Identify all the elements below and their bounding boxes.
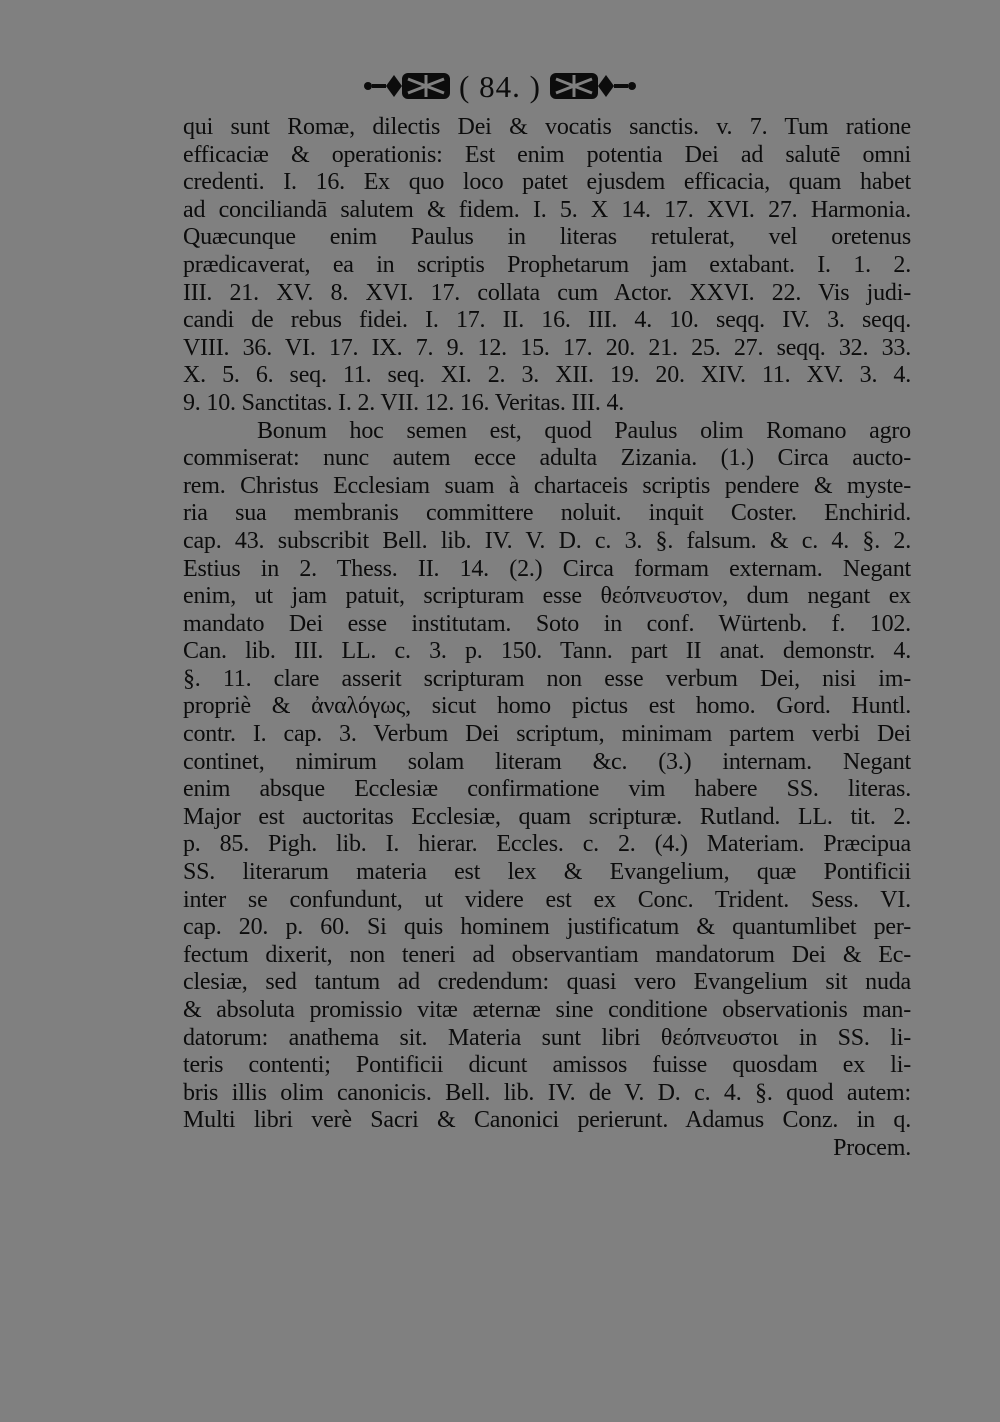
- page-number: ( 84. ): [459, 68, 541, 104]
- text-line: cap. 43. subscribit Bell. lib. IV. V. D. c. 3. §. falsum. & c. 4. §. 2.: [183, 527, 911, 554]
- text-line: ria sua membranis committere noluit. inquit Coster. Enchirid.: [183, 500, 911, 527]
- text-line: enim absque Ecclesiæ confirmatione vim habere SS. literas.: [183, 776, 911, 803]
- text-line: prædicaverat, ea in scriptis Prophetarum jam extabant. I. 1. 2.: [183, 251, 911, 278]
- text-line: cap. 20. p. 60. Si quis hominem justificatum & quantumlibet per-: [183, 914, 911, 941]
- text-line: rem. Christus Ecclesiam suam à chartaceis scriptis pendere & myste-: [183, 472, 911, 499]
- text-line: p. 85. Pigh. lib. I. hierar. Eccles. c. 2. (4.) Materiam. Præcipua: [183, 831, 911, 858]
- text-line: Can. lib. III. LL. c. 3. p. 150. Tann. part II anat. demonstr. 4.: [183, 638, 911, 665]
- text-line: candi de rebus fidei. I. 17. II. 16. III. 4. 10. seqq. IV. 3. seqq.: [183, 307, 911, 334]
- text-line: X. 5. 6. seq. 11. seq. XI. 2. 3. XII. 19. 20. XIV. 11. XV. 3. 4.: [183, 362, 911, 389]
- text-line: SS. literarum materia est lex & Evangelium, quæ Pontificii: [183, 859, 911, 886]
- text-line: clesiæ, sed tantum ad credendum: quasi vero Evangelium sit nuda: [183, 969, 911, 996]
- text-line: credenti. I. 16. Ex quo loco patet ejusdem efficacia, quam habet: [183, 169, 911, 196]
- text-line: mandato Dei esse institutam. Soto in conf. Würtenb. f. 102.: [183, 610, 911, 637]
- text-line: efficaciæ & operationis: Est enim potentia Dei ad salutē omni: [183, 141, 911, 168]
- text-line: 9. 10. Sanctitas. I. 2. VII. 12. 16. Veritas. III. 4.: [183, 389, 625, 416]
- text-line: inter se confundunt, ut videre est ex Conc. Trident. Sess. VI.: [183, 886, 911, 913]
- text-line: contr. I. cap. 3. Verbum Dei scriptum, minimam partem verbi Dei: [183, 721, 911, 748]
- text-line: propriè & ἀναλόγως, sicut homo pictus est homo. Gord. Huntl.: [183, 693, 911, 720]
- text-line: Major est auctoritas Ecclesiæ, quam scripturæ. Rutland. LL. tit. 2.: [183, 803, 911, 830]
- text-line: & absoluta promissio vitæ æternæ sine conditione observationis man-: [183, 997, 911, 1023]
- text-line: qui sunt Romæ, dilectis Dei & vocatis sanctis. v. 7. Tum ratione: [183, 114, 911, 140]
- left-ornament-icon: [360, 69, 455, 103]
- text-line: ad conciliandā salutem & fidem. I. 5. X 14. 17. XVI. 27. Harmonia.: [183, 196, 911, 223]
- text-line: fectum dixerit, non teneri ad observantiam mandatorum Dei & Ec-: [183, 941, 911, 968]
- text-line: VIII. 36. VI. 17. IX. 7. 9. 12. 15. 17. 20. 21. 25. 27. seqq. 32. 33.: [183, 334, 911, 361]
- text-line: Bonum hoc semen est, quod Paulus olim Romano agro: [257, 417, 911, 444]
- text-line: commiserat: nunc autem ecce adulta Zizania. (1.) Circa aucto-: [183, 445, 911, 472]
- text-line: Estius in 2. Thess. II. 14. (2.) Circa formam externam. Negant: [183, 555, 911, 582]
- text-line: enim, ut jam patuit, scripturam esse θεόπνευστον, dum negant ex: [183, 583, 911, 610]
- text-line: Multi libri verè Sacri & Canonici perierunt. Adamus Conz. in q.: [183, 1107, 911, 1134]
- text-line: continet, nimirum solam literam &c. (3.) internam. Negant: [183, 748, 911, 775]
- text-line: Procem.: [833, 1134, 911, 1161]
- text-line: datorum: anathema sit. Materia sunt libri θεόπνευστοι in SS. li-: [183, 1024, 911, 1051]
- text-line: III. 21. XV. 8. XVI. 17. collata cum Actor. XXVI. 22. Vis judi-: [183, 279, 911, 306]
- page-header: [0, 66, 1000, 106]
- right-ornament-icon: [545, 69, 640, 103]
- text-line: bris illis olim canonicis. Bell. lib. IV. de V. D. c. 4. §. quod autem:: [183, 1079, 911, 1106]
- body-text: [183, 114, 911, 1163]
- text-line: teris contenti; Pontificii dicunt amissos fuisse quosdam ex li-: [183, 1052, 911, 1079]
- text-line: Quæcunque enim Paulus in literas retulerat, vel oretenus: [183, 224, 911, 251]
- text-line: §. 11. clare asserit scripturam non esse verbum Dei, nisi im-: [183, 665, 911, 692]
